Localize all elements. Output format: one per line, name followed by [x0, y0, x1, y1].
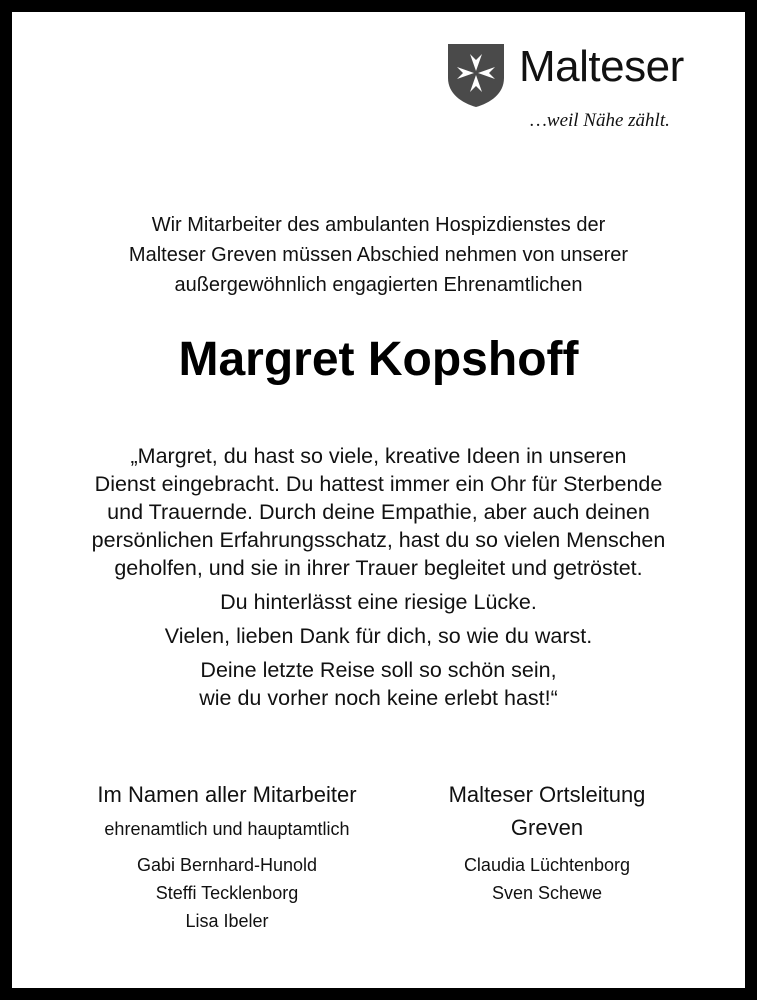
signatory-name: Gabi Bernhard-Hunold [136, 855, 318, 875]
signature-block-local-leadership [412, 780, 682, 907]
signatory-name: Claudia Lüchtenborg [463, 855, 631, 875]
quote-thanks-line: Vielen, lieben Dank für dich, so wie du warst. [164, 624, 593, 648]
memorial-quote [12, 442, 745, 712]
intro-text [12, 210, 745, 300]
quote-line: „Margret, du hast so viele, kreative Ideen in unseren [130, 444, 627, 468]
signatory-name: Lisa Ibeler [185, 911, 269, 931]
malteser-logo [446, 42, 726, 134]
logo-wordmark: Malteser [519, 42, 684, 91]
intro-line: außergewöhnlich engagierten Ehrenamtlichen [174, 274, 583, 296]
intro-line: Wir Mitarbeiter des ambulanten Hospizdienstes der [151, 214, 606, 236]
signature-subheading: ehrenamtlich und hauptamtlich [104, 819, 350, 839]
quote-line: Dienst eingebracht. Du hattest immer ein Ohr für Sterbende [94, 472, 663, 496]
quote-line: persönlichen Erfahrungsschatz, hast du so vielen Menschen [91, 528, 666, 552]
signature-names [412, 851, 682, 907]
signature-names [60, 851, 394, 935]
logo-tagline: …weil Nähe zählt. [530, 110, 670, 131]
signatory-name: Steffi Tecklenborg [155, 883, 299, 903]
quote-closing-line: wie du vorher noch keine erlebt hast!“ [199, 686, 558, 710]
signatory-name: Sven Schewe [491, 883, 603, 903]
signature-heading: Im Namen aller Mitarbeiter [97, 782, 357, 807]
intro-line: Malteser Greven müssen Abschied nehmen von unserer [128, 244, 629, 266]
quote-loss-line: Du hinterlässt eine riesige Lücke. [220, 590, 537, 614]
obituary-notice [12, 12, 745, 988]
signature-block-staff [60, 780, 394, 935]
quote-line: und Trauernde. Durch deine Empathie, aber auch deinen [107, 500, 650, 524]
quote-closing-line: Deine letzte Reise soll so schön sein, [200, 658, 557, 682]
signature-heading: Malteser Ortsleitung [448, 782, 646, 807]
malteser-cross-shield-icon [446, 42, 506, 108]
deceased-name: Margret Kopshoff [178, 333, 579, 386]
quote-line: geholfen, und sie in ihrer Trauer begleitet und getröstet. [114, 556, 643, 580]
signature-subheading: Greven [510, 815, 584, 840]
